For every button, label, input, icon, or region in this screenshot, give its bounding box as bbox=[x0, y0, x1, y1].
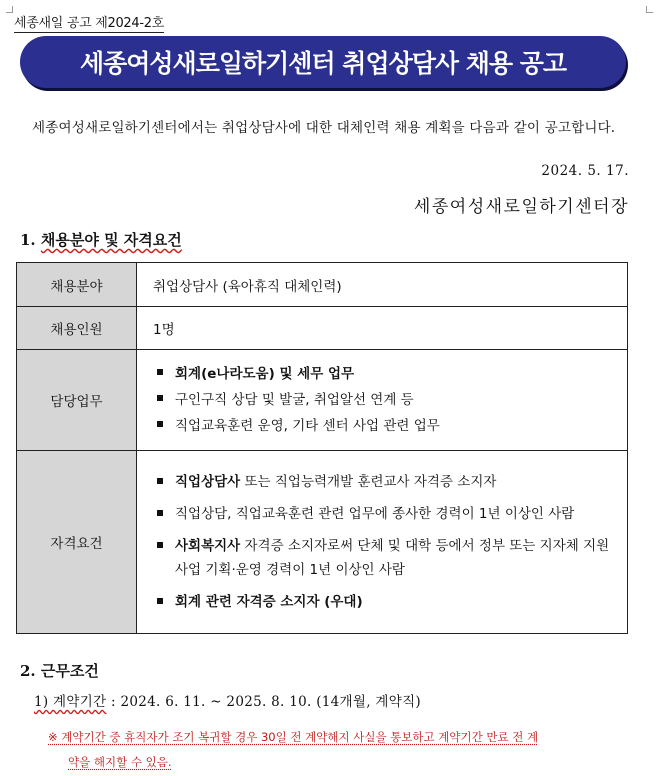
row-header: 채용분야 bbox=[17, 263, 137, 307]
list-item: 회계 관련 자격증 소지자 (우대) bbox=[153, 590, 611, 614]
list-item: 직업상담, 직업교육훈련 관련 업무에 종사한 경력이 1년 이상인 사람 bbox=[153, 502, 611, 526]
list-item: 구인구직 상담 및 발굴, 취업알선 연계 등 bbox=[153, 387, 611, 413]
table-row bbox=[17, 263, 628, 307]
section-number: 2. bbox=[20, 662, 36, 680]
contract-note bbox=[48, 725, 644, 775]
note-line: 약을 해지할 수 있음. bbox=[68, 755, 172, 769]
table-row bbox=[17, 451, 628, 634]
page-title: 세종여성새로일하기센터 취업상담사 채용 공고 bbox=[79, 49, 567, 78]
contract-label: 1) 계약기간 bbox=[34, 694, 107, 710]
requirements-table bbox=[16, 262, 628, 634]
row-header: 자격요건 bbox=[17, 451, 137, 634]
document-number: 세종새일 공고 제2024-2호 bbox=[14, 12, 164, 33]
contract-period bbox=[34, 690, 421, 710]
row-header: 담당업무 bbox=[17, 350, 137, 451]
announcement-date: 2024. 5. 17. bbox=[541, 163, 629, 179]
page-corner-mark bbox=[646, 6, 653, 13]
section-1-heading bbox=[20, 229, 182, 250]
note-line: ※ 계약기간 중 휴직자가 조기 복귀할 경우 30일 전 계약해지 사실을 통보하고 계약기간 만료 전 계 bbox=[48, 730, 539, 744]
duties-list bbox=[153, 361, 611, 439]
row-value: 취업상담사 (육아휴직 대체인력) bbox=[137, 263, 628, 307]
table-row bbox=[17, 350, 628, 451]
section-title: 근무조건 bbox=[40, 662, 99, 680]
list-item: 직업상담사 또는 직업능력개발 훈련교사 자격증 소지자 bbox=[153, 470, 611, 494]
signer-name: 세종여성새로일하기센터장 bbox=[413, 197, 629, 217]
list-item: 사회복지사 자격증 소지자로써 단체 및 대학 등에서 정부 또는 지자체 지원 사업 기획·운영 경력이 1년 이상인 사람 bbox=[153, 534, 611, 582]
row-value: 1명 bbox=[137, 307, 628, 350]
table-row bbox=[17, 307, 628, 350]
list-item: 회계(e나라도움) 및 세무 업무 bbox=[153, 361, 611, 387]
page-corner-mark bbox=[6, 6, 13, 13]
duties-cell bbox=[137, 350, 628, 451]
row-header: 채용인원 bbox=[17, 307, 137, 350]
qualifications-list bbox=[153, 470, 611, 614]
intro-paragraph: 세종여성새로일하기센터에서는 취업상담사에 대한 대체인력 채용 계획을 다음과 같이 공고합니다. bbox=[32, 120, 616, 136]
qualifications-cell bbox=[137, 451, 628, 634]
list-item: 직업교육훈련 운영, 기타 센터 사업 관련 업무 bbox=[153, 413, 611, 439]
contract-value: : 2024. 6. 11. ~ 2025. 8. 10. (14개월, 계약직) bbox=[106, 694, 421, 710]
section-2-heading bbox=[20, 660, 99, 681]
section-number: 1. bbox=[20, 231, 36, 249]
title-banner bbox=[20, 36, 626, 88]
section-title: 채용분야 및 자격요건 bbox=[40, 231, 182, 249]
